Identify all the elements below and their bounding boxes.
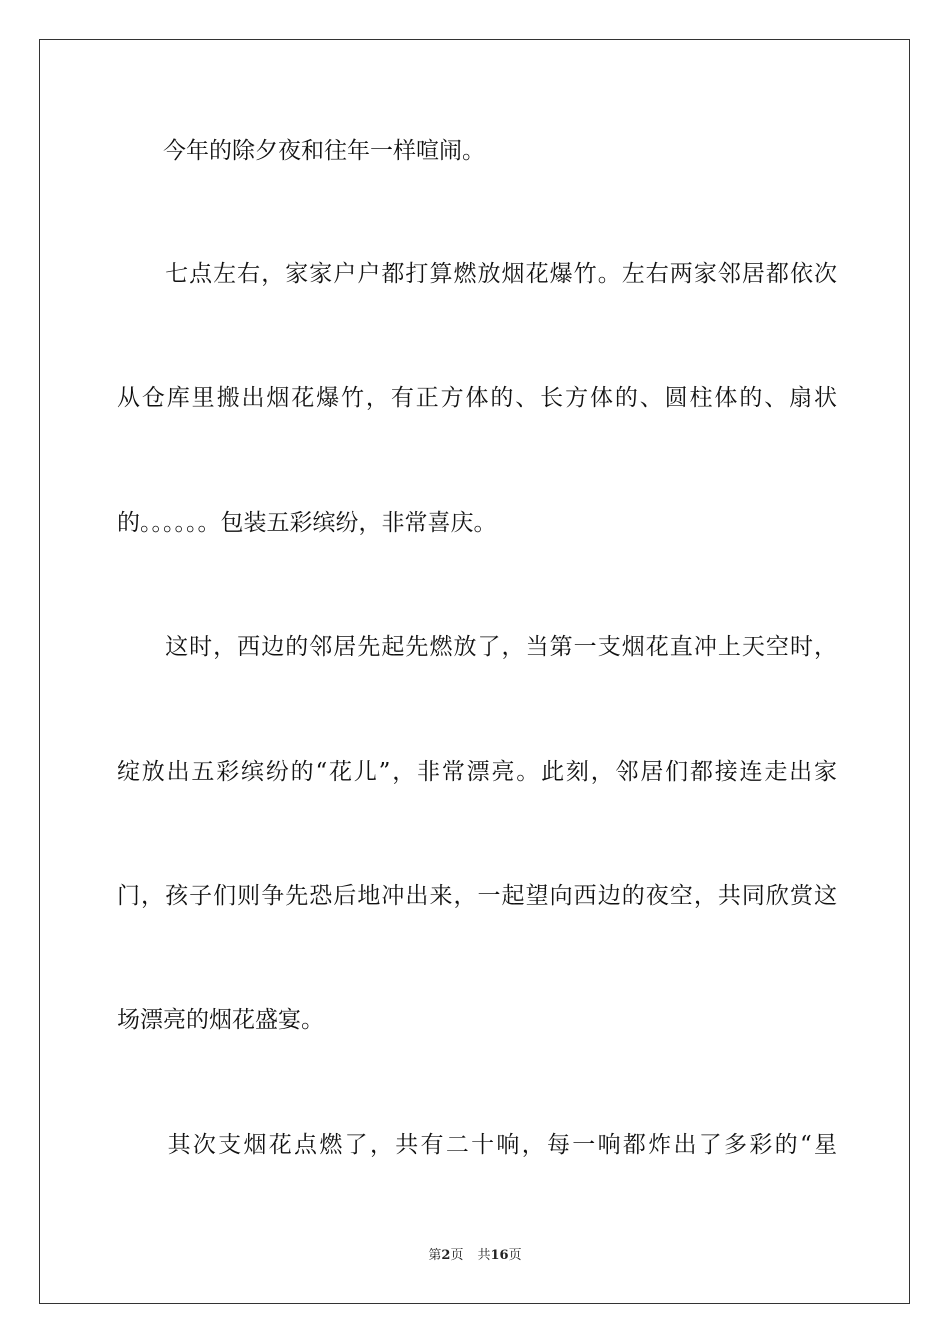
text-line: 其次支烟花点燃了，共有二十响，每一响都炸出了多彩的“星 xyxy=(117,1132,837,1158)
page-label-suffix: 页 xyxy=(450,1248,464,1263)
text-line: 的。。。。。。包装五彩缤纷，非常喜庆。 xyxy=(117,510,497,536)
text-line: 七点左右，家家户户都打算燃放烟花爆竹。左右两家邻居都依次 xyxy=(117,261,837,287)
page-number: 2 xyxy=(441,1248,451,1263)
text-line: 从仓库里搬出烟花爆竹，有正方体的、长方体的、圆柱体的、扇状 xyxy=(117,385,837,411)
page-label-prefix: 第 xyxy=(428,1248,442,1263)
text-line: 门，孩子们则争先恐后地冲出来，一起望向西边的夜空，共同欣赏这 xyxy=(117,883,837,909)
text-line: 这时，西边的邻居先起先燃放了，当第一支烟花直冲上天空时， xyxy=(117,634,837,660)
page-footer xyxy=(0,1247,950,1265)
text-line: 绽放出五彩缤纷的“花儿”，非常漂亮。此刻，邻居们都接连走出家 xyxy=(117,759,837,785)
total-pages: 16 xyxy=(490,1248,509,1263)
page-border xyxy=(39,39,910,1304)
text-line: 场漂亮的烟花盛宴。 xyxy=(117,1007,324,1033)
text-line: 今年的除夕夜和往年一样喧闹。 xyxy=(117,138,485,164)
total-label-prefix: 共 xyxy=(477,1248,491,1263)
total-label-suffix: 页 xyxy=(508,1248,522,1263)
